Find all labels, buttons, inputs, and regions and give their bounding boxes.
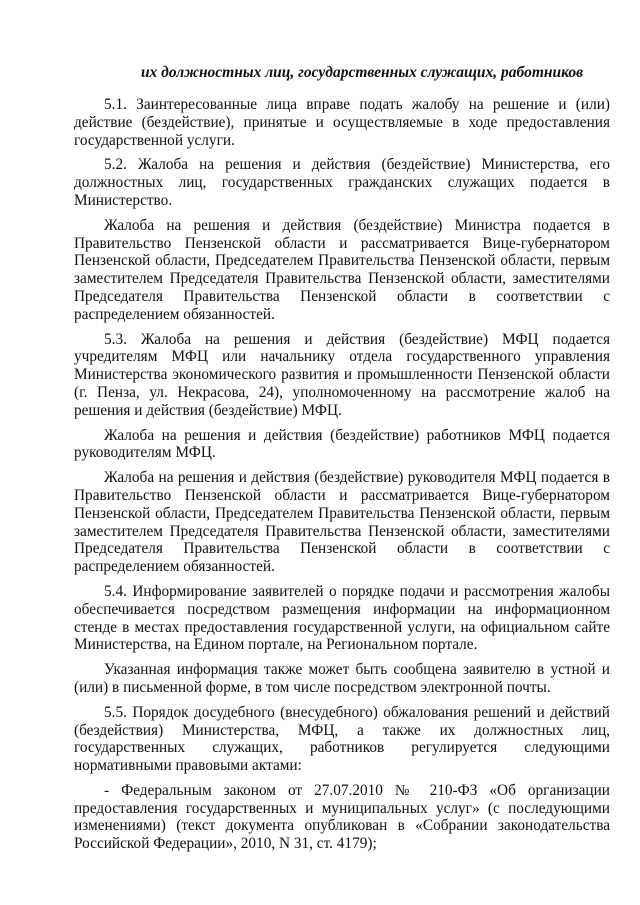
paragraph-5-1: 5.1. Заинтересованные лица вправе подать жалобу на решение и (или) действие (бездействие), принятые и осуществляемые в ходе предоставления государственной услуги. xyxy=(74,96,610,149)
paragraph-mfc-workers-complaint: Жалоба на решения и действия (бездействие) работников МФЦ подается руководителям МФЦ. xyxy=(74,426,610,462)
paragraph-mfc-head-complaint: Жалоба на решения и действия (бездействие) руководителя МФЦ подается в Правительство Пензенской области и рассматривается Вице-губернатором Пензенской области, Председателем Правительства Пензенской области, первым заместителем Председателя Правительства Пензенской области, заместителями Председателя Правительства Пензенской области в соответствии с распределением обязанностей. xyxy=(74,469,610,576)
paragraph-minister-complaint: Жалоба на решения и действия (бездействие) Министра подается в Правительство Пензенской области и рассматривается Вице-губернатором Пензенской области, Председателем Правительства Пензенской области, первым заместителем Председателя Правительства Пензенской области, заместителями Председателя Правительства Пензенской области в соответствии с распределением обязанностей. xyxy=(74,216,610,323)
section-heading: их должностных лиц, государственных служащих, работников xyxy=(140,64,584,81)
paragraph-5-4: 5.4. Информирование заявителей о порядке подачи и рассмотрения жалобы обеспечивается посредством размещения информации на информационном стенде в местах предоставления государственной услуги, на официальном сайте Министерства, на Едином портале, на Региональном портале. xyxy=(74,582,610,654)
paragraph-5-2: 5.2. Жалоба на решения и действия (бездействие) Министерства, его должностных лиц, государственных гражданских служащих подается в Министерство. xyxy=(74,156,610,209)
paragraph-info-notice: Указанная информация также может быть сообщена заявителю в устной и (или) в письменной форме, в том числе посредством электронной почты. xyxy=(74,661,610,696)
paragraph-federal-law: - Федеральным законом от 27.07.2010 № 210-ФЗ «Об организации предоставления государственных и муниципальных услуг» (с последующими изменениями) (текст документа опубликован в «Собрании законодательства Российской Федерации», 2010, N 31, ст. 4179); xyxy=(74,781,610,853)
paragraph-5-3: 5.3. Жалоба на решения и действия (бездействие) МФЦ подается учредителям МФЦ или начальнику отдела государственного управления Министерства экономического развития и промышленности Пензенской области (г. Пенза, ул. Некрасова, 24), уполномоченному на рассмотрение жалоб на решения и действия (бездействие) МФЦ. xyxy=(74,330,610,419)
paragraph-5-5: 5.5. Порядок досудебного (внесудебного) обжалования решений и действий (бездействия) Министерства, МФЦ, а также их должностных лиц, государственных служащих, работников регулируется следующими нормативными правовыми актами: xyxy=(74,703,610,775)
document-body xyxy=(74,96,610,860)
